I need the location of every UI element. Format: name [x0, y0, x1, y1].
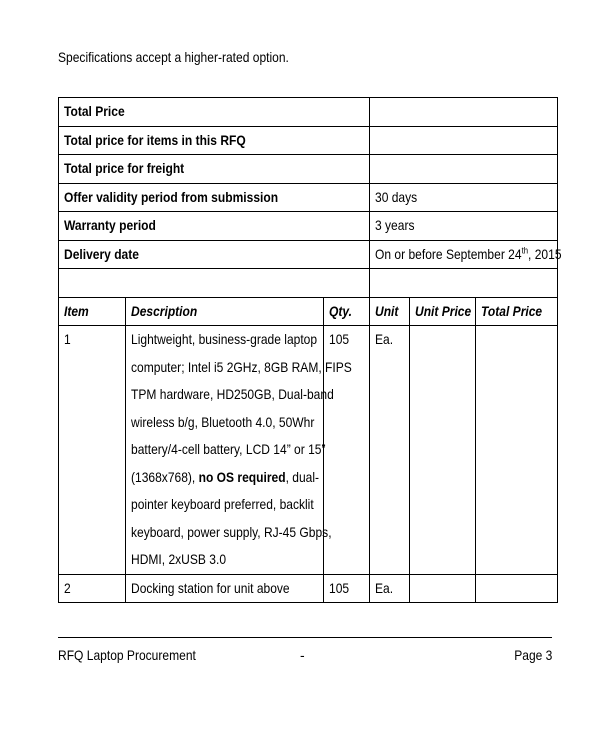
table-row — [59, 574, 558, 603]
summary-value: 3 years — [375, 217, 415, 233]
summary-row — [59, 126, 558, 155]
summary-label: Delivery date — [64, 245, 139, 262]
description-line: pointer keyboard preferred, backlit — [131, 496, 314, 512]
spacer-row — [59, 269, 558, 298]
header-total-price: Total Price — [481, 302, 543, 319]
footer-divider — [58, 637, 552, 638]
item-unit: Ea. — [375, 331, 394, 347]
header-item: Item — [64, 302, 89, 319]
footer-separator: - — [300, 647, 305, 663]
summary-label: Offer validity period from submission — [64, 188, 279, 205]
table-row — [59, 326, 558, 575]
header-description: Description — [131, 302, 198, 319]
header-qty: Qty. — [329, 302, 352, 319]
summary-label: Total price for items in this RFQ — [64, 131, 246, 148]
item-description: Docking station for unit above — [131, 579, 290, 596]
description-line: computer; Intel i5 2GHz, 8GB RAM, FIPS — [131, 358, 352, 375]
summary-label: Total price for freight — [64, 160, 185, 176]
rfq-table-main — [58, 97, 562, 603]
footer-document-title: RFQ Laptop Procurement — [58, 647, 196, 663]
summary-row — [59, 98, 558, 127]
description-line: TPM hardware, HD250GB, Dual-band — [131, 386, 334, 402]
summary-row — [59, 155, 558, 184]
summary-row — [59, 240, 558, 269]
description-line: Lightweight, business-grade laptop — [131, 331, 318, 347]
description-line: battery/4-cell battery, LCD 14” or 15” — [131, 441, 326, 457]
header-unit-price: Unit Price — [415, 302, 472, 319]
description-line: keyboard, power supply, RJ-45 Gbps, — [131, 523, 332, 540]
item-qty: 105 — [329, 331, 350, 347]
summary-label: Warranty period — [64, 217, 156, 233]
item-qty: 105 — [329, 579, 350, 596]
description-line: HDMI, 2xUSB 3.0 — [131, 551, 227, 567]
intro-text: Specifications accept a higher-rated option. — [58, 49, 289, 65]
item-number: 2 — [64, 579, 71, 596]
item-unit: Ea. — [375, 579, 394, 596]
summary-value: On or before September 24th, 2015 — [375, 244, 562, 262]
summary-value: 30 days — [375, 188, 418, 205]
header-unit: Unit — [375, 302, 399, 319]
footer-page-number: Page 3 — [513, 647, 552, 663]
description-line: (1368x768), no OS required, dual- — [131, 468, 320, 485]
summary-label: Total Price — [64, 103, 125, 119]
item-number: 1 — [64, 331, 71, 347]
items-header-row — [59, 297, 558, 326]
description-line: wireless b/g, Bluetooth 4.0, 50Whr — [131, 413, 315, 430]
summary-row — [59, 183, 558, 212]
summary-row — [59, 212, 558, 241]
